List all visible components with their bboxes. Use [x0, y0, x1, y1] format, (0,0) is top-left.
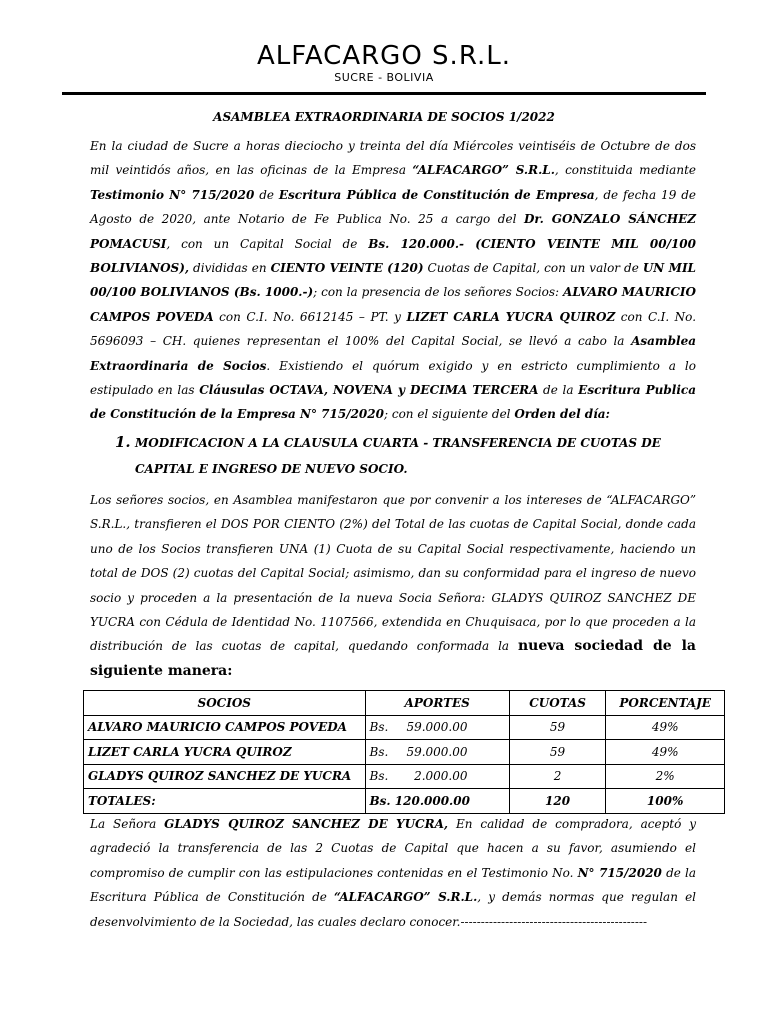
cell-socio: LIZET CARLA YUCRA QUIROZ [84, 740, 366, 765]
intro-text-run: Dr. GONZALO SÁNCHEZ POMACUSI [90, 212, 697, 251]
header-socios: SOCIOS [84, 691, 366, 716]
cell-porcentaje: 49% [606, 740, 725, 765]
body-text-run: Los señores socios, en Asamblea manifestaron que por convenir a los intereses de “ALFACARGO” S.R.L., transfieren el DOS POR CIENTO (2%) del Total de las cuotas de Capital Social, donde cada uno de los Socios transfieren UNA (1) Cuota de su Capital Social respectivamente, haciendo un total de DOS (2) cuotas del Capital Social; asimismo, dan su conformidad para el ingreso de nuevo socio y proceden a la presentación de la nueva Socia Señora: GLADYS QUIROZ SANCHEZ DE YUCRA con Cédula de Identidad No. 1107566, extendida en Chuquisaca, por lo que proceden a la distribución de las cuotas de capital, quedando conformada la [90, 493, 696, 654]
cell-socio: ALVARO MAURICIO CAMPOS POVEDA [84, 715, 366, 740]
intro-text-run: Asamblea Extraordinaria de Socios [90, 334, 696, 373]
table-row [84, 764, 725, 789]
intro-text-run: ALVARO MAURICIO CAMPOS POVEDA [90, 285, 696, 324]
closing-text-run: En calidad de compradora, aceptó y agradeció la transferencia de las 2 Cuotas de Capital que hacen a su favor, asumiendo el compromiso de cumplir con las estipulaciones contenidas en el Testimonio No. [90, 817, 697, 880]
closing-paragraph [90, 812, 696, 934]
company-city: SUCRE - BOLIVIA [334, 71, 434, 84]
body-paragraph [90, 488, 696, 683]
cell-porcentaje: 49% [606, 715, 725, 740]
intro-text-run: LIZET CARLA YUCRA QUIROZ [406, 309, 616, 324]
intro-text-run: Cuotas de Capital, con un valor de [423, 261, 643, 276]
totals-porcentaje: 100% [606, 789, 725, 814]
body-text-run: nueva sociedad de la siguiente manera: [90, 638, 696, 679]
intro-text-run: . Existiendo el quórum exigido y en estricto cumplimiento a lo estipulado en las [90, 358, 696, 398]
cell-aporte [365, 764, 509, 789]
intro-text-run: de la [538, 383, 579, 398]
intro-text-run: , de fecha 19 de Agosto de 2020, ante Notario de Fe Publica No. 25 a cargo del [90, 187, 696, 227]
intro-text-run: Escritura Pública de Constitución de Empresa [278, 187, 595, 202]
cell-cuotas: 59 [509, 715, 605, 740]
totals-cuotas: 120 [509, 789, 605, 814]
intro-text-run: divididas en [189, 261, 271, 276]
intro-text-run: Escritura Publica de Constitución de la Empresa N° 715/2020 [90, 383, 696, 422]
intro-text-run: Bs. 120.000.- (CIENTO VEINTE MIL 00/100 BOLIVIANOS), [90, 236, 696, 276]
closing-text-run: de la Escritura Pública de Constitución de [90, 865, 696, 905]
cell-aporte [365, 715, 509, 740]
intro-text-run: de [254, 187, 279, 202]
document-title: ASAMBLEA EXTRAORDINARIA DE SOCIOS 1/2022 [213, 110, 555, 124]
cell-amount: 59.000.00 [406, 720, 468, 735]
table-header-row [84, 691, 725, 716]
cell-amount: 59.000.00 [406, 744, 468, 759]
intro-text-run: “ALFACARGO” S.R.L. [412, 163, 555, 178]
closing-text-run: GLADYS QUIROZ SANCHEZ DE YUCRA, [164, 817, 449, 831]
intro-paragraph [90, 134, 696, 427]
shares-table [83, 690, 725, 814]
agenda-text: MODIFICACION A LA CLAUSULA CUARTA - TRANSFERENCIA DE CUOTAS DE CAPITAL E INGRESO DE NUEVO SOCIO. [135, 436, 661, 476]
header-aportes: APORTES [365, 691, 509, 716]
cell-cuotas: 59 [509, 740, 605, 765]
closing-text-run: N° 715/2020 [577, 865, 662, 880]
closing-text-run: La Señora [90, 817, 165, 831]
closing-text-run: , y demás normas que regulan el desenvolvimiento de la Sociedad, las cuales declaro conocer.---------------------------------------------- [90, 890, 697, 929]
closing-text-run: “ALFACARGO” S.R.L. [334, 890, 478, 905]
table-row [84, 715, 725, 740]
intro-text-run: ; con la presencia de los señores Socios: [313, 285, 564, 300]
intro-text-run: UN MIL 00/100 BOLIVIANOS (Bs. 1000.-) [90, 261, 696, 300]
table-totals-row [84, 789, 725, 814]
intro-text-run: , con un Capital Social de [166, 236, 369, 251]
agenda-item [90, 430, 696, 482]
intro-text-run: ; con el siguiente del [383, 407, 515, 422]
table-row [84, 740, 725, 765]
intro-text-run: En la ciudad de Sucre a horas dieciocho y treinta del día Miércoles veintiséis de Octubre de dos mil veintidós años, en las oficinas de la Empresa [90, 139, 696, 178]
intro-text-run: Orden del día: [514, 407, 610, 422]
intro-text-run: Cláusulas OCTAVA, NOVENA y DECIMA TERCERA [199, 383, 539, 398]
intro-text-run: con C.I. No. 5696093 – CH. quienes representan el 100% del Capital Social, se llevó a cabo la [90, 309, 697, 349]
company-name: ALFACARGO S.R.L. [257, 41, 511, 71]
cell-socio: GLADYS QUIROZ SANCHEZ DE YUCRA [84, 764, 366, 789]
cell-currency: Bs. [369, 769, 389, 784]
totals-label: TOTALES: [84, 789, 366, 814]
cell-aporte [365, 740, 509, 765]
totals-amount: Bs. 120.000.00 [365, 789, 509, 814]
cell-currency: Bs. [369, 720, 389, 735]
cell-amount: 2.000.00 [414, 769, 468, 784]
intro-text-run: , constituida mediante [554, 163, 696, 178]
header-porcentaje: PORCENTAJE [606, 691, 725, 716]
header-cuotas: CUOTAS [509, 691, 605, 716]
cell-porcentaje: 2% [606, 764, 725, 789]
agenda-number: 1. [115, 433, 131, 451]
intro-text-run: CIENTO VEINTE (120) [270, 261, 424, 276]
cell-currency: Bs. [369, 744, 389, 759]
intro-text-run: con C.I. No. 6612145 – PT. y [213, 309, 407, 324]
intro-text-run: Testimonio N° 715/2020 [90, 187, 255, 202]
cell-cuotas: 2 [509, 764, 605, 789]
header-rule [62, 92, 706, 95]
